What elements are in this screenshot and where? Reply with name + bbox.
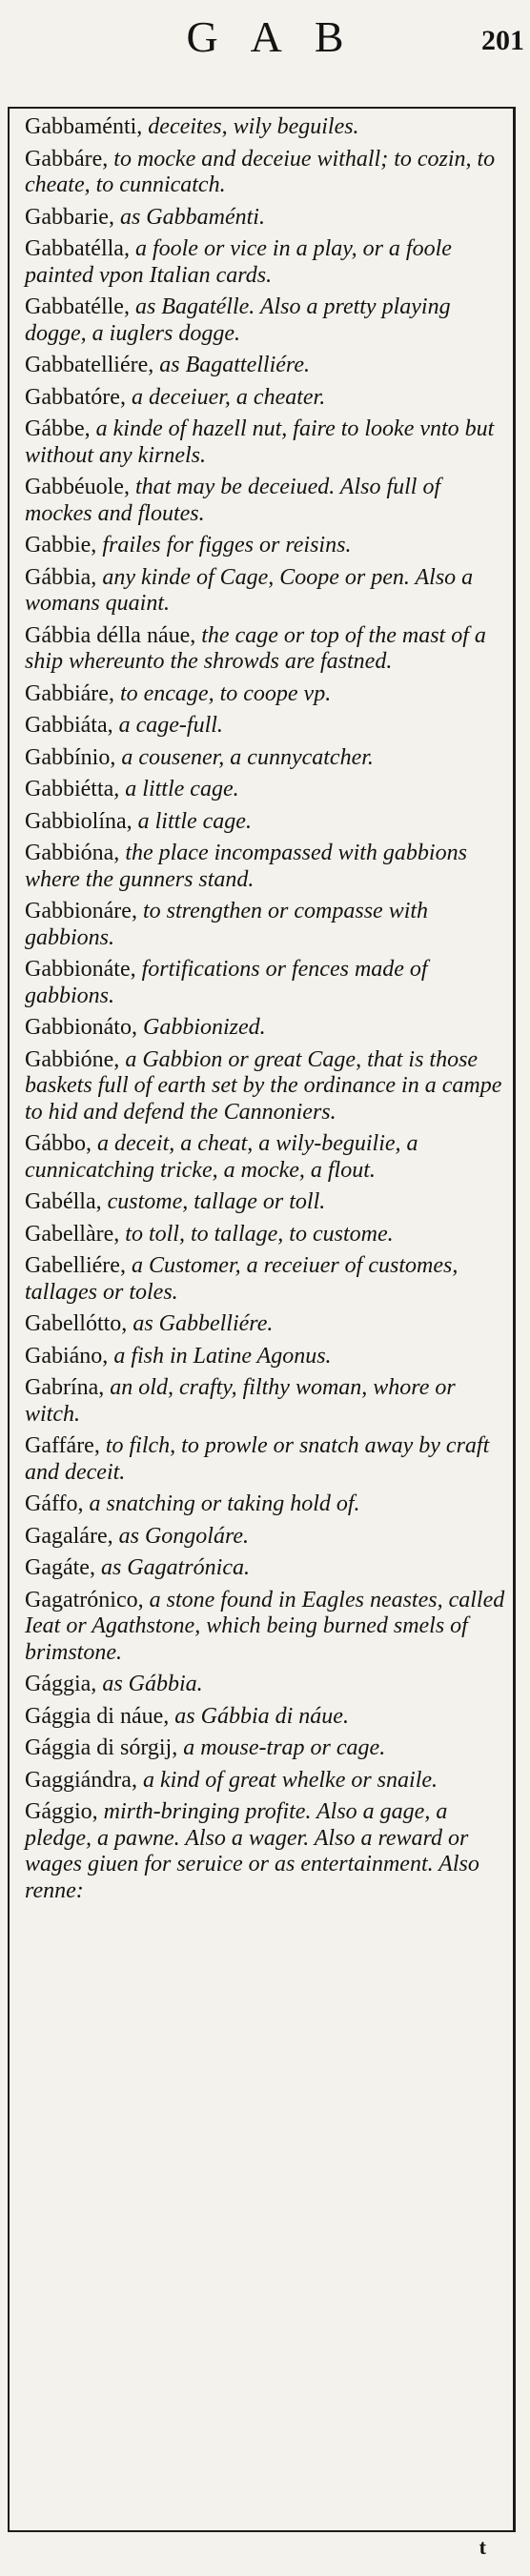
dictionary-entry [25,1555,505,1582]
dictionary-entry [25,353,505,379]
entry-headword: Gabbionáte, [25,957,136,982]
entry-headword: Gabbatelliére, [25,353,154,377]
dictionary-entry [25,1222,505,1248]
dictionary-entry [25,1524,505,1551]
entry-headword: Gabellàre, [25,1221,120,1247]
dictionary-entry [25,899,505,951]
entry-definition: a snatching or taking hold of. [83,1491,360,1516]
dictionary-entry [25,1588,505,1667]
entry-headword: Gággia di sórgij, [25,1735,178,1760]
dictionary-entry [25,957,505,1009]
entry-headword: Gabbionáre, [25,899,137,923]
dictionary-entry [25,1189,505,1216]
entry-definition: a fish in Latine Agonus. [108,1343,332,1369]
entry-headword: Gabrína, [25,1375,105,1400]
entry-definition: deceites, wily beguiles. [142,114,359,139]
entry-definition: the cage or top of the mast of a ship whereunto the shrowds are fastned. [25,622,486,674]
entry-definition: a cousener, a cunnycatcher. [115,744,374,770]
dictionary-entry [25,841,505,893]
dictionary-entry [25,1799,505,1904]
dictionary-entry [25,475,505,527]
dictionary-entry [25,533,505,559]
entry-definition: as Gongoláre. [112,1523,250,1549]
entry-definition: as Bagatélle. Also a pretty playing dogge, a iuglers dogge. [25,294,451,346]
entry-definition: a kind of great whelke or snaile. [136,1767,438,1793]
dictionary-entry [25,1015,505,1042]
entry-definition: to encage, to coope vp. [113,680,332,706]
dictionary-entry [25,294,505,347]
entry-definition: as Gábbia. [96,1672,203,1696]
dictionary-entry [25,1344,505,1370]
entry-definition: a little cage. [132,808,252,834]
entry-headword: Gabbaménti, [25,114,143,139]
entry-headword: Gagaláre, [25,1523,113,1549]
dictionary-entry [25,681,505,708]
entry-headword: Gabbiáre, [25,680,114,706]
entry-headword: Gabbiáta, [25,713,113,738]
running-head: GAB [186,12,377,61]
entry-headword: Gabbiolína, [25,808,132,834]
entry-definition: that may be deceiued. Also full of mockes and floutes. [25,475,441,526]
entry-headword: Gabbatélle, [25,294,130,319]
dictionary-entry [25,777,505,803]
dictionary-entry [25,1253,505,1306]
entry-headword: Gabiáno, [25,1343,109,1369]
entry-definition: as Gábbia di náue. [169,1703,349,1729]
entry-definition: to mocke and deceiue withall; to cozin, to cheate, to cunnicatch. [25,146,496,197]
dictionary-entry [25,385,505,412]
entry-headword: Gábbo, [25,1131,92,1156]
dictionary-entry [25,623,505,676]
entry-headword: Gábbe, [25,416,91,441]
entry-headword: Gabbínio, [25,744,116,770]
entry-definition: Gabbionized. [136,1015,266,1040]
dictionary-entry [25,745,505,772]
entry-definition: a mouse-trap or cage. [177,1735,386,1760]
catchword: t [479,2535,486,2559]
entry-headword: Gággia, [25,1672,97,1696]
entry-headword: Gággio, [25,1799,98,1824]
entry-headword: Gággia di náue, [25,1703,170,1729]
entry-headword: Gabbiétta, [25,777,120,801]
entry-definition: to filch, to prowle or snatch away by craft and deceit. [25,1433,490,1485]
entry-headword: Gabbatóre, [25,384,126,410]
entry-definition: as Gabbelliére. [127,1311,274,1336]
entry-definition: a Gabbion or great Cage, that is those baskets full of earth set by the ordinance in a campe to hid and defend the Cannoniers. [25,1046,502,1125]
dictionary-entry [25,1131,505,1184]
entry-definition: a cage-full. [112,713,223,738]
entry-definition: a deceiuer, a cheater. [125,384,326,410]
entry-definition: a stone found in Eagles neastes, called Ieat or Agathstone, which being burned smels of brimstone. [25,1587,505,1665]
entry-headword: Gabbióna, [25,841,120,865]
entry-definition: a kinde of hazell nut, faire to looke vnto but without any kirnels. [25,416,495,468]
entry-definition: a Customer, a receiuer of customes, tallages or toles. [25,1253,459,1305]
entry-definition: a little cage. [119,777,239,801]
dictionary-entry [25,416,505,469]
entry-definition: an old, crafty, filthy woman, whore or witch. [25,1375,456,1427]
entry-headword: Gabbarie, [25,204,114,230]
entry-headword: Gabbionáto, [25,1015,137,1040]
entry-definition: a deceit, a cheat, a wily-beguilie, a cunnicatching tricke, a mocke, a flout. [25,1131,418,1183]
dictionary-entry [25,1735,505,1762]
entry-definition: to toll, to tallage, to custome. [119,1221,394,1247]
entry-definition: mirth-bringing profite. Also a gage, a pledge, a pawne. Also a wager. Also a reward or wages giuen for seruice or as entertainment. Also renne: [25,1799,479,1903]
dictionary-entry [25,713,505,740]
dictionary-entry [25,1375,505,1428]
entry-headword: Gaggiándra, [25,1767,137,1793]
entry-headword: Gabbatélla, [25,236,130,261]
dictionary-entry [25,1704,505,1731]
entry-definition: as Gagatrónica. [94,1555,250,1580]
entry-headword: Gabbióne, [25,1046,120,1072]
entry-headword: Gabbéuole, [25,475,130,499]
entry-headword: Gábbia, [25,564,97,590]
text-column [8,107,516,2532]
entry-definition: custome, tallage or toll. [101,1189,326,1214]
entry-definition: as Gabbaménti. [113,204,265,230]
entry-definition: a foole or vice in a play, or a foole painted vpon Italian cards. [25,236,452,288]
dictionary-entry [25,205,505,232]
entry-headword: Gabélla, [25,1189,102,1214]
entry-headword: Gagáte, [25,1555,95,1580]
entry-headword: Gabbie, [25,533,97,558]
dictionary-entry [25,1433,505,1486]
entry-headword: Gagatrónico, [25,1587,144,1613]
dictionary-entry [25,809,505,836]
dictionary-entry [25,147,505,199]
dictionary-entry [25,1768,505,1795]
dictionary-entry [25,565,505,618]
dictionary-entry [25,236,505,289]
entry-headword: Gabbáre, [25,146,109,172]
entry-headword: Gáffo, [25,1491,84,1516]
entry-definition: the place incompassed with gabbions where the gunners stand. [25,841,467,892]
dictionary-entry [25,1311,505,1338]
dictionary-entry [25,1047,505,1126]
page-number: 201 [481,25,524,56]
entry-definition: any kinde of Cage, Coope or pen. Also a womans quaint. [25,564,474,616]
entry-definition: fortifications or fences made of gabbions. [25,957,428,1008]
entry-definition: frailes for figges or reisins. [96,533,352,558]
entry-headword: Gábbia délla náue, [25,622,196,648]
dictionary-entry [25,114,505,141]
entry-list [25,114,505,1910]
entry-definition: as Bagattelliére. [153,353,311,377]
entry-headword: Gaffáre, [25,1433,100,1458]
page-header [0,0,530,84]
dictionary-entry [25,1672,505,1698]
entry-headword: Gabellótto, [25,1311,128,1336]
dictionary-entry [25,1491,505,1518]
entry-definition: to strengthen or compasse with gabbions. [25,899,429,950]
entry-headword: Gabelliére, [25,1253,126,1278]
